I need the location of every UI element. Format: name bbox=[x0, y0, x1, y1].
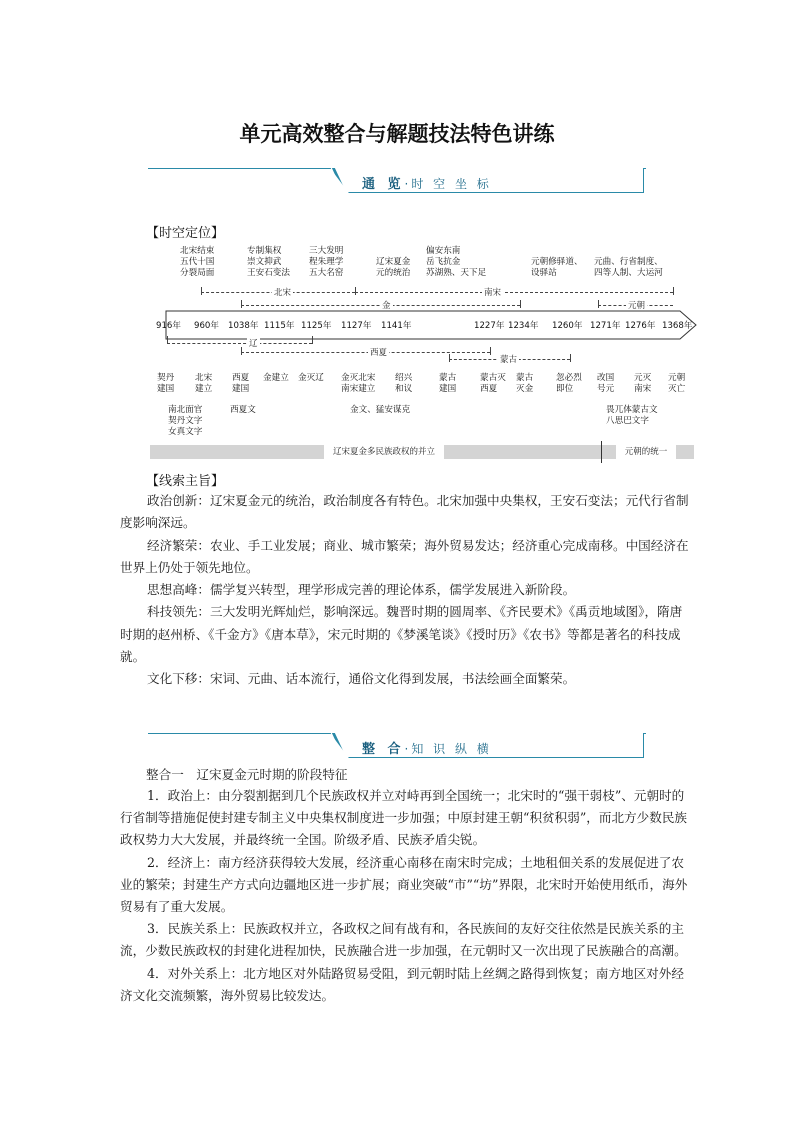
bottom-event: 绍兴 和议 bbox=[395, 373, 413, 394]
top-event: 元朝修驿道、 设驿站 bbox=[531, 257, 583, 278]
integration-body bbox=[120, 785, 690, 1007]
year-label: 1115年 bbox=[264, 321, 295, 331]
top-event: 三大发明 程朱理学 五大名窑 bbox=[309, 246, 344, 278]
span-label-liao: 辽 bbox=[249, 339, 258, 349]
integration-item: 1．政治上：由分裂割据到几个民族政权并立对峙再到全国统一；北宋时的“强干弱枝”、元朝时的行省制等措施促使封建专制主义中央集权制度进一步加强；中原封建王朝“积贫积弱”，而北方少数民族政权势力大大发展，并最终统一全国。阶级矛盾、民族矛盾尖锐。 bbox=[120, 788, 688, 848]
year-label: 960年 bbox=[194, 321, 219, 331]
bottom-event: 改国 号元 bbox=[597, 373, 615, 394]
section-banner-overview bbox=[148, 160, 646, 194]
yuan-scripts: 畏兀体蒙古文 八思巴文字 bbox=[606, 405, 658, 426]
jin-scripts: 金文、猛安谋克 bbox=[350, 405, 411, 415]
page-title: 单元高效整合与解题技法特色讲练 bbox=[239, 121, 555, 146]
bottom-event: 金建立 bbox=[263, 373, 289, 383]
clue-item: 思想高峰：儒学复兴转型，理学形成完善的理论体系，儒学发展进入新阶段。 bbox=[147, 582, 576, 598]
year-label: 1038年 bbox=[228, 321, 259, 331]
integration-item: 2．经济上：南方经济获得较大发展，经济重心南移在南宋时完成；土地租佃关系的发展促进了农业的繁荣；封建生产方式向边疆地区进一步扩展；商业突破“市”“坊”界限，北宋时开始使用纸币，海外贸易有了重大发展。 bbox=[120, 854, 688, 915]
year-label: 1127年 bbox=[341, 321, 372, 331]
year-label: 1125年 bbox=[301, 321, 332, 331]
section-banner-integration bbox=[148, 725, 646, 759]
span-label-menggu: 蒙古 bbox=[500, 355, 518, 365]
span-label-beisong: 北宋 bbox=[274, 288, 292, 298]
bottom-event: 蒙古 建国 bbox=[439, 373, 457, 394]
clues-heading: 【线索主旨】 bbox=[146, 474, 225, 489]
top-event: 元曲、行省制度、 四等人制、大运河 bbox=[594, 257, 663, 278]
banner-strong: 通 览 bbox=[362, 177, 405, 192]
era-bar-right-label: 元朝的统一 bbox=[616, 445, 676, 459]
banner-rest: ·时 空 坐 标 bbox=[404, 177, 492, 191]
era-bar bbox=[150, 445, 694, 459]
banner-rest: ·知 识 纵 横 bbox=[404, 742, 492, 756]
year-label: 1234年 bbox=[508, 321, 539, 331]
integration-heading: 整合一 辽宋夏金元时期的阶段特征 bbox=[146, 767, 348, 782]
clue-item: 科技领先：三大发明光辉灿烂，影响深远。魏晋时期的圆周率、《齐民要术》《禹贡地域图》，隋唐时期的赵州桥、《千金方》《唐本草》，宋元时期的《梦溪笔谈》《授时历》《农书》等都是著名的科技成就。 bbox=[120, 604, 683, 665]
bottom-event: 蒙古 灭金 bbox=[516, 373, 534, 394]
integration-item: 3．民族关系上：民族政权并立，各政权之间有战有和，各民族间的友好交往依然是民族关系的主流，少数民族政权的封建化进程加快，民族融合进一步加强，在元朝时又一次出现了民族融合的高潮。 bbox=[120, 921, 687, 959]
year-label: 1276年 bbox=[625, 321, 656, 331]
year-label: 1260年 bbox=[552, 321, 583, 331]
bottom-event: 忽必烈 即位 bbox=[556, 373, 582, 394]
span-label-nansong: 南宋 bbox=[484, 288, 502, 298]
top-event: 辽宋夏金 元的统治 bbox=[376, 257, 411, 278]
liao-scripts: 南北面官 契丹文字 女真文字 bbox=[168, 405, 203, 437]
bottom-event: 蒙古灭 西夏 bbox=[480, 373, 506, 394]
era-bar-left-label: 辽宋夏金多民族政权的并立 bbox=[324, 445, 444, 459]
year-label: 1141年 bbox=[381, 321, 412, 331]
clues-body bbox=[120, 490, 690, 691]
bottom-event: 北宋 建立 bbox=[195, 373, 213, 394]
year-label: 916年 bbox=[156, 321, 181, 331]
year-label: 1368年 bbox=[662, 321, 693, 331]
liao-span bbox=[167, 343, 312, 344]
bottom-event: 元朝 灭亡 bbox=[668, 373, 686, 394]
clue-item: 政治创新：辽宋夏金元的统治，政治制度各有特色。北宋加强中央集权，王安石变法；元代行省制度影响深远。 bbox=[120, 493, 689, 531]
bottom-event: 金灭北宋 南宋建立 bbox=[341, 373, 376, 394]
bottom-event: 元灭 南宋 bbox=[634, 373, 652, 394]
nansong-span bbox=[355, 292, 673, 293]
xixia-scripts: 西夏文 bbox=[230, 405, 256, 415]
top-event: 北宋结束 五代十国 分裂局面 bbox=[180, 246, 215, 278]
year-label: 1271年 bbox=[590, 321, 621, 331]
top-event: 专制集权 崇文抑武 王安石变法 bbox=[247, 246, 290, 278]
bottom-event: 金灭辽 bbox=[298, 373, 324, 383]
timeline-heading: 【时空定位】 bbox=[146, 226, 225, 241]
top-event: 偏安东南 岳飞抗金 苏湖熟、天下足 bbox=[426, 246, 487, 278]
span-label-yuan: 元朝 bbox=[628, 301, 646, 311]
integration-item: 4．对外关系上：北方地区对外陆路贸易受阻，到元朝时陆上丝绸之路得到恢复；南方地区对外经济文化交流频繁，海外贸易比较发达。 bbox=[120, 965, 684, 1003]
xixia-span bbox=[241, 352, 490, 353]
span-label-xixia: 西夏 bbox=[370, 348, 388, 358]
clue-item: 文化下移：宋词、元曲、话本流行，通俗文化得到发展，书法绘画全面繁荣。 bbox=[147, 671, 576, 687]
bottom-event: 西夏 建国 bbox=[232, 373, 250, 394]
banner-strong: 整 合 bbox=[362, 742, 405, 757]
span-label-jin: 金 bbox=[382, 301, 391, 311]
bottom-event: 契丹 建国 bbox=[157, 373, 175, 394]
year-label: 1227年 bbox=[474, 321, 505, 331]
clue-item: 经济繁荣：农业、手工业发展；商业、城市繁荣；海外贸易发达；经济重心完成南移。中国经济在世界上仍处于领先地位。 bbox=[120, 537, 689, 575]
